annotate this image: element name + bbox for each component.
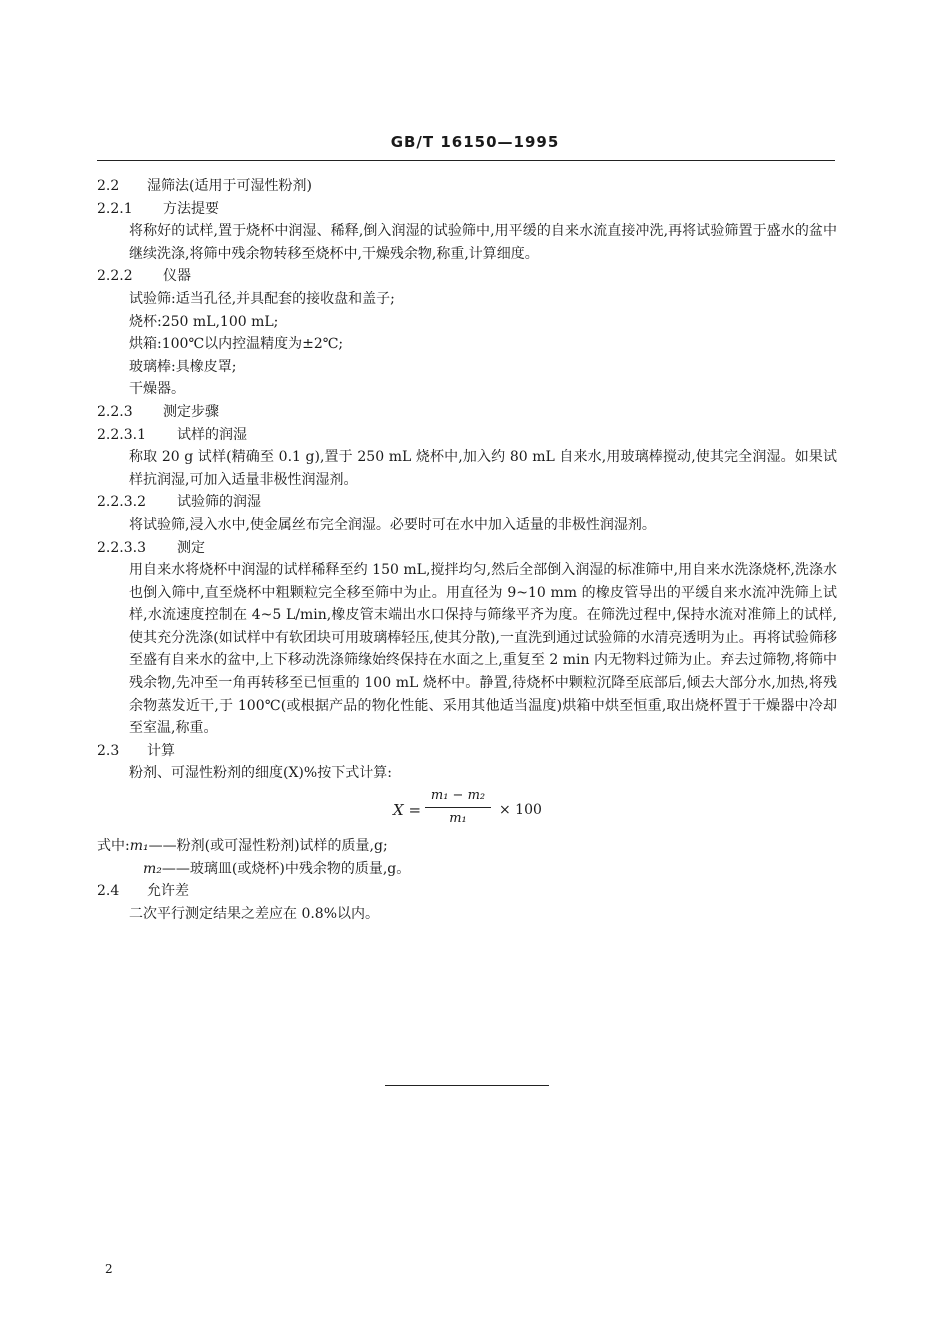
heading-2-2-3: [97, 401, 837, 424]
heading-2-2: [97, 175, 837, 198]
instrument-item: 干燥器。: [129, 381, 185, 398]
formula-rhs: × 100: [499, 802, 542, 819]
symbol-definition: [97, 858, 837, 881]
page-number: 2: [105, 1262, 113, 1276]
paragraph-method-summary: 将称好的试样,置于烧杯中润湿、稀释,倒入润湿的试验筛中,用平缓的自来水流直接冲洗,再将试验筛置于盛水的盆中继续洗涤,将筛中残余物转移至烧杯中,干燥残余物,称重,计算细度。: [129, 223, 837, 262]
section-title: 计算: [147, 742, 175, 759]
section-number: 2.2.3: [97, 403, 133, 420]
section-number: 2.4: [97, 883, 120, 900]
section-title: 测定步骤: [163, 403, 219, 420]
section-number: 2.2.3.2: [97, 494, 146, 511]
header-rule: [97, 160, 835, 161]
standard-code-header: GB/T 16150—1995: [390, 133, 560, 151]
heading-2-2-3-1: [97, 424, 837, 447]
definition-symbol: m₂: [143, 860, 162, 877]
symbol-definition: [97, 835, 837, 858]
section-title: 仪器: [163, 268, 191, 285]
end-rule: [385, 1085, 549, 1086]
instrument-item: 烘箱:100℃以内控温精度为±2℃;: [129, 336, 344, 353]
section-number: 2.2.2: [97, 268, 133, 285]
formula-numerator: m₁ − m₂: [430, 788, 486, 804]
instrument-item: 试验筛:适当孔径,并具配套的接收盘和盖子;: [129, 290, 395, 307]
formula-denominator: m₁: [449, 811, 467, 827]
formula-fraction: [425, 787, 491, 828]
section-title: 测定: [177, 539, 205, 556]
section-number: 2.3: [97, 742, 120, 759]
section-number: 2.2.3.1: [97, 426, 146, 443]
definition-text: ——玻璃皿(或烧杯)中残余物的质量,g。: [161, 860, 411, 877]
definition-prefix: 式中:: [97, 838, 130, 855]
fraction-bar: [425, 807, 491, 808]
definition-text: ——粉剂(或可湿性粉剂)试样的质量,g;: [148, 838, 388, 855]
instrument-item: 烧杯:250 mL,100 mL;: [129, 313, 279, 330]
section-title: 湿筛法(适用于可湿性粉剂): [147, 178, 312, 194]
heading-2-2-1: [97, 198, 837, 221]
heading-2-2-3-3: [97, 537, 837, 560]
section-title: 方法提要: [163, 200, 219, 217]
document-body: [97, 175, 837, 925]
heading-2-2-2: [97, 265, 837, 288]
paragraph-sieve-wetting: 将试验筛,浸入水中,使金属丝布完全润湿。必要时可在水中加入适量的非极性润湿剂。: [129, 516, 656, 533]
fineness-formula: [97, 787, 837, 831]
section-number: 2.2: [97, 178, 120, 194]
paragraph-determination: 用自来水将烧杯中润湿的试样稀释至约 150 mL,搅拌均匀,然后全部倒入润湿的标准筛中,用自来水洗涤烧杯,洗涤水也倒入筛中,直至烧杯中粗颗粒完全移至筛中为止。用直径为 9~10 mm 的橡皮管导出的平缓自来水流冲洗筛上试样,水流速度控制在 4~5 L/min,橡皮管末端出水口保持与筛缘平齐为度。在筛洗过程中,保持水流对准筛上的试样,使其充分洗涤(如试样中有软团块可用玻璃棒轻压,使其分散),一直洗到通过试验筛的水清亮透明为止。再将试验筛移至盛有自来水的盆中,上下移动洗涤筛缘始终保持在水面之上,重复至 2 min 内无物料过筛为止。弃去过筛物,将筛中残余物,先冲至一角再转移至已恒重的 100 mL 烧杯中。静置,待烧杯中颗粒沉降至底部后,倾去大部分水,加热,将残余物蒸发近干,于 100℃(或根据产品的物化性能、采用其他适当温度)烘箱中烘至恒重,取出烧杯置于干燥器中冷却至室温,称重。: [129, 562, 837, 737]
section-title: 允许差: [147, 883, 189, 900]
paragraph-calculation: 粉剂、可湿性粉剂的细度(X)%按下式计算:: [129, 765, 392, 782]
heading-2-4: [97, 880, 837, 903]
heading-2-2-3-2: [97, 491, 837, 514]
section-title: 试样的润湿: [177, 426, 247, 443]
heading-2-3: [97, 740, 837, 763]
definition-symbol: m₁: [129, 838, 149, 855]
section-number: 2.2.1: [97, 200, 133, 217]
section-number: 2.2.3.3: [97, 539, 146, 556]
paragraph-tolerance: 二次平行测定结果之差应在 0.8%以内。: [129, 905, 380, 922]
paragraph-sample-wetting: 称取 20 g 试样(精确至 0.1 g),置于 250 mL 烧杯中,加入约 80 mL 自来水,用玻璃棒搅动,使其完全润湿。如果试样抗润湿,可加入适量非极性润湿剂。: [129, 449, 837, 488]
instrument-item: 玻璃棒:具橡皮罩;: [129, 358, 237, 375]
formula-lhs: X =: [393, 801, 422, 820]
section-title: 试验筛的润湿: [177, 494, 261, 511]
